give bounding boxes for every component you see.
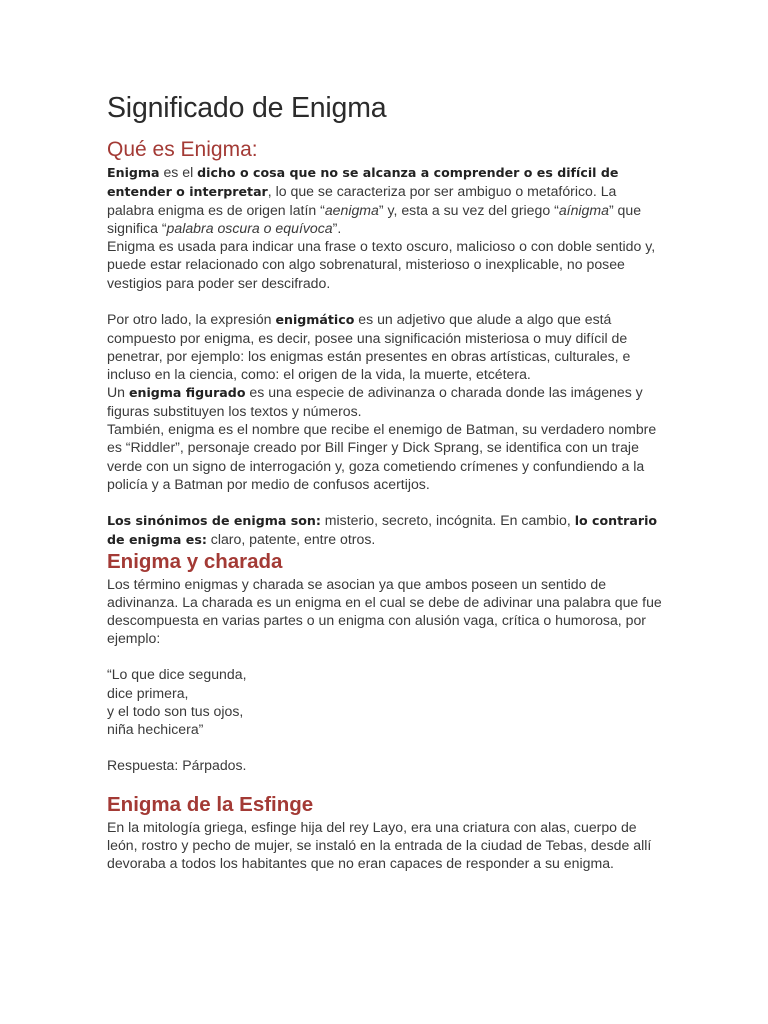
poem-line: “Lo que dice segunda,: [107, 666, 247, 683]
section-heading-que-es-enigma: Qué es Enigma:: [107, 138, 258, 161]
bold-term: enigma figurado: [128, 385, 246, 401]
spacer: [107, 774, 667, 792]
poem-line: niña hechicera”: [107, 720, 204, 737]
latin-term: aenigma: [324, 202, 379, 219]
usage-paragraph: Enigma es usada para indicar una frase o texto oscuro, malicioso o con doble sentido y, puede estar relacionado con algo sobrenatural, misterioso o inexplicable, no posee vestigios para poder ser descifrado.: [107, 238, 656, 291]
bold-term: Los sinónimos de enigma son:: [107, 512, 321, 528]
document-page: [107, 90, 667, 872]
esfinge-paragraph: En la mitología griega, esfinge hija del rey Layo, era una criatura con alas, cuerpo de león, rostro y pecho de mujer, se instaló en la entrada de la ciudad de Tebas, desde allí devoraba a todos los habitantes que no eran capaces de responder a su enigma.: [107, 819, 652, 872]
greek-term: aínigma: [558, 202, 609, 219]
synonyms-paragraph: Los sinónimos de enigma son: misterio, secreto, incógnita. En cambio, lo contrario de enigma es: claro, patente, entre otros.: [107, 511, 658, 547]
batman-paragraph: También, enigma es el nombre que recibe el enemigo de Batman, su verdadero nombre es “Riddler”, personaje creado por Bill Finger y Dick Sprang, se identifica con un traje verde con un signo de interrogación y, goza cometiendo crímenes y confundiendo a la policía y a Batman por medio de confusos acertijos.: [107, 421, 657, 492]
charada-paragraph: Los término enigmas y charada se asocian ya que ambos poseen un sentido de adivinanza. La charada es un enigma en el cual se debe de adivinar una palabra que fue descompuesta en varias partes o un enigma con alusión vaga, crítica o humorosa, por ejemplo:: [107, 575, 662, 647]
poem-line: dice primera,: [107, 684, 189, 701]
bold-term: Enigma: [107, 165, 160, 180]
answer-line: Respuesta: Párpados.: [107, 756, 247, 773]
spacer: [107, 647, 667, 665]
spacer: [107, 292, 667, 310]
meaning-term: palabra oscura o equívoca: [166, 220, 333, 237]
enigmatico-paragraph: Por otro lado, la expresión enigmático es un adjetivo que alude a algo que está compuesto por enigma, es decir, posee una significación misteriosa o muy difícil de penetrar, por ejemplo: los enigmas están presentes en obras artísticas, culturales, e incluso en la ciencia, como: el origen de la vida, la muerte, etcétera.: [107, 310, 631, 383]
section-heading-enigma-de-la-esfinge: Enigma de la Esfinge: [107, 793, 314, 817]
page-title: Significado de Enigma: [107, 92, 387, 124]
poem-line: y el todo son tus ojos,: [107, 702, 244, 719]
bold-term: lo contrario de enigma es:: [107, 512, 658, 547]
bold-definition: dicho o cosa que no se alcanza a comprender o es difícil de entender o interpretar: [107, 165, 619, 200]
section-heading-enigma-y-charada: Enigma y charada: [107, 549, 283, 573]
spacer: [107, 738, 667, 756]
spacer: [107, 493, 667, 511]
definition-paragraph: Enigma es el dicho o cosa que no se alcanza a comprender o es difícil de entender o interpretar, lo que se caracteriza por ser ambiguo o metafórico. La palabra enigma es de origen latín “aenigma” y, esta a su vez del griego “aínigma” que significa “palabra oscura o equívoca”.: [107, 164, 642, 237]
enigma-figurado-paragraph: Un enigma figurado es una especie de adivinanza o charada donde las imágenes y figuras substituyen los textos y números.: [107, 384, 643, 420]
bold-term: enigmático: [275, 311, 355, 327]
